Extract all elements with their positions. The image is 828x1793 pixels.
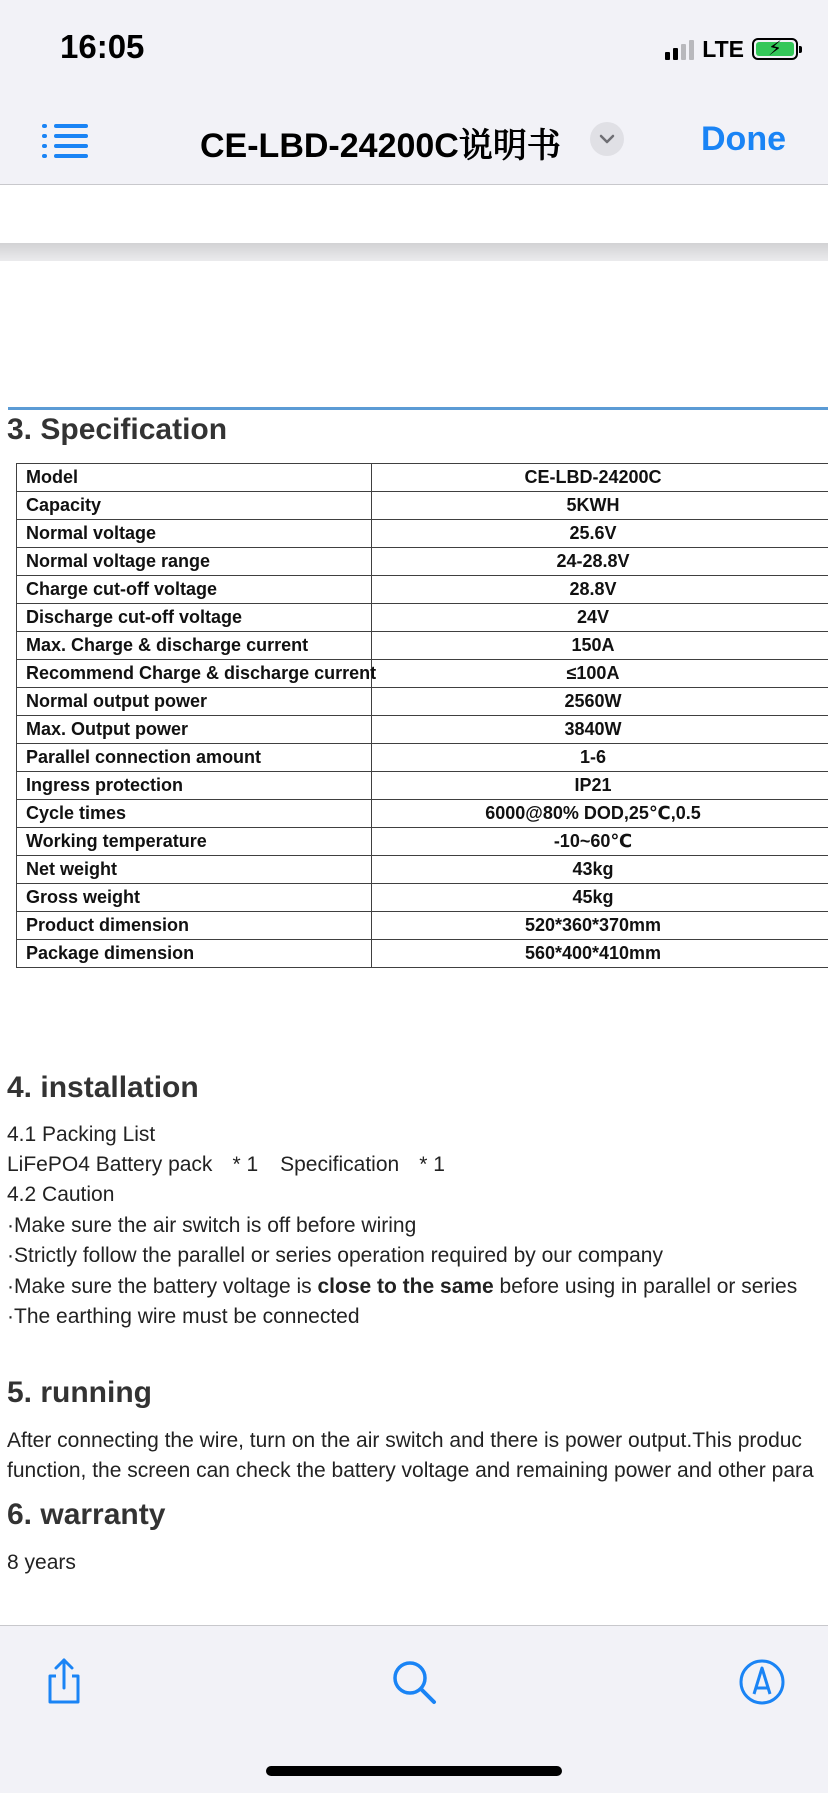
document-page[interactable] — [0, 261, 828, 1624]
packing-qty-spec: * 1 — [419, 1153, 445, 1176]
spec-value: 560*400*410mm — [372, 943, 814, 964]
done-button[interactable]: Done — [701, 120, 786, 159]
spec-row — [17, 744, 828, 772]
spec-row — [17, 856, 828, 884]
spec-value-cell — [372, 828, 828, 856]
spec-value-cell — [372, 632, 828, 660]
spec-value-cell — [372, 492, 828, 520]
caution-item: ·The earthing wire must be connected — [7, 1305, 360, 1329]
caution-text: before using in parallel or series — [494, 1275, 798, 1298]
warranty-text: 8 years — [7, 1551, 76, 1575]
packing-qty-battery: * 1 — [232, 1153, 258, 1176]
spec-label: Gross weight — [17, 884, 372, 912]
markup-icon[interactable] — [736, 1656, 788, 1708]
spec-value-cell — [372, 884, 828, 912]
spec-value: -10~60℃ — [372, 831, 814, 852]
spec-value-cell — [372, 548, 828, 576]
packing-list-line — [7, 1153, 445, 1177]
spec-value: IP21 — [372, 775, 814, 796]
spec-label: Ingress protection — [17, 772, 372, 800]
page-separator — [0, 243, 828, 261]
spec-value-cell — [372, 912, 828, 940]
caution-title: 4.2 Caution — [7, 1183, 114, 1207]
caution-text: ·Make sure the battery voltage is — [7, 1275, 317, 1298]
spec-value-cell — [372, 660, 828, 688]
spec-row — [17, 800, 828, 828]
running-heading: 5. running — [7, 1376, 152, 1410]
caution-item: ·Make sure the air switch is off before wiring — [7, 1214, 416, 1238]
spec-label: Normal voltage range — [17, 548, 372, 576]
installation-heading: 4. installation — [7, 1071, 199, 1105]
spec-value-cell — [372, 744, 828, 772]
running-text-line: After connecting the wire, turn on the air switch and there is power output.This produc — [7, 1429, 802, 1453]
spec-value: 150A — [372, 635, 814, 656]
spec-label: Max. Charge & discharge current — [17, 632, 372, 660]
network-type: LTE — [702, 36, 744, 63]
spec-row — [17, 688, 828, 716]
spec-label: Normal output power — [17, 688, 372, 716]
spec-value: CE-LBD-24200C — [372, 467, 814, 488]
packing-item-battery: LiFePO4 Battery pack — [7, 1153, 212, 1176]
spec-label: Net weight — [17, 856, 372, 884]
header-rule — [8, 407, 828, 410]
signal-strength-icon — [665, 38, 694, 60]
spec-value-cell — [372, 520, 828, 548]
status-indicators — [665, 34, 798, 64]
spec-value-cell — [372, 940, 828, 968]
search-icon[interactable] — [388, 1656, 440, 1708]
packing-list-title: 4.1 Packing List — [7, 1123, 155, 1147]
battery-charging-icon: ⚡ — [752, 38, 798, 60]
spec-value-cell — [372, 716, 828, 744]
spec-row — [17, 576, 828, 604]
spec-value: 5KWH — [372, 495, 814, 516]
spec-label: Cycle times — [17, 800, 372, 828]
caution-emphasis: close to the same — [317, 1275, 493, 1298]
spec-label: Normal voltage — [17, 520, 372, 548]
spec-label: Product dimension — [17, 912, 372, 940]
spec-row — [17, 548, 828, 576]
spec-value: 45kg — [372, 887, 814, 908]
spec-label: Parallel connection amount — [17, 744, 372, 772]
spec-label: Package dimension — [17, 940, 372, 968]
top-navigation-bar — [0, 0, 828, 185]
spec-value-cell — [372, 604, 828, 632]
spec-value: 25.6V — [372, 523, 814, 544]
spec-row — [17, 492, 828, 520]
spec-row — [17, 520, 828, 548]
spec-value-cell — [372, 464, 828, 492]
spec-label: Working temperature — [17, 828, 372, 856]
spec-value: 6000@80% DOD,25℃,0.5 — [372, 803, 814, 824]
spec-row — [17, 940, 828, 968]
status-time: 16:05 — [60, 28, 144, 66]
spec-value: 1-6 — [372, 747, 814, 768]
outline-list-icon[interactable] — [42, 122, 88, 158]
spec-value-cell — [372, 772, 828, 800]
chevron-down-icon — [599, 133, 615, 145]
share-icon[interactable] — [38, 1656, 90, 1708]
spec-value: ≤100A — [372, 663, 814, 684]
running-text-line: function, the screen can check the battery voltage and remaining power and other para — [7, 1459, 814, 1483]
spec-row — [17, 912, 828, 940]
packing-item-spec: Specification — [280, 1153, 399, 1176]
spec-label: Model — [17, 464, 372, 492]
spec-value: 2560W — [372, 691, 814, 712]
spec-value-cell — [372, 688, 828, 716]
spec-value: 24V — [372, 607, 814, 628]
spec-label: Capacity — [17, 492, 372, 520]
spec-label: Charge cut-off voltage — [17, 576, 372, 604]
warranty-heading: 6. warranty — [7, 1498, 165, 1532]
spec-row — [17, 884, 828, 912]
specification-table — [16, 463, 828, 968]
spec-row — [17, 716, 828, 744]
spec-row — [17, 632, 828, 660]
spec-value: 520*360*370mm — [372, 915, 814, 936]
spec-value-cell — [372, 576, 828, 604]
document-title: CE-LBD-24200C说明书 — [200, 118, 561, 167]
spec-value-cell — [372, 800, 828, 828]
title-options-button[interactable] — [590, 122, 624, 156]
spec-value: 28.8V — [372, 579, 814, 600]
caution-item: ·Strictly follow the parallel or series operation required by our company — [7, 1244, 663, 1268]
spec-value: 3840W — [372, 719, 814, 740]
spec-row — [17, 828, 828, 856]
spec-label: Discharge cut-off voltage — [17, 604, 372, 632]
caution-item — [7, 1275, 797, 1299]
spec-label: Recommend Charge & discharge current — [17, 660, 372, 688]
spec-row — [17, 464, 828, 492]
spec-row — [17, 772, 828, 800]
spec-value: 43kg — [372, 859, 814, 880]
specification-heading: 3. Specification — [7, 413, 227, 447]
spec-label: Max. Output power — [17, 716, 372, 744]
spec-row — [17, 660, 828, 688]
previous-page-bottom — [0, 185, 828, 243]
home-indicator — [266, 1766, 562, 1776]
spec-value-cell — [372, 856, 828, 884]
spec-value: 24-28.8V — [372, 551, 814, 572]
spec-row — [17, 604, 828, 632]
